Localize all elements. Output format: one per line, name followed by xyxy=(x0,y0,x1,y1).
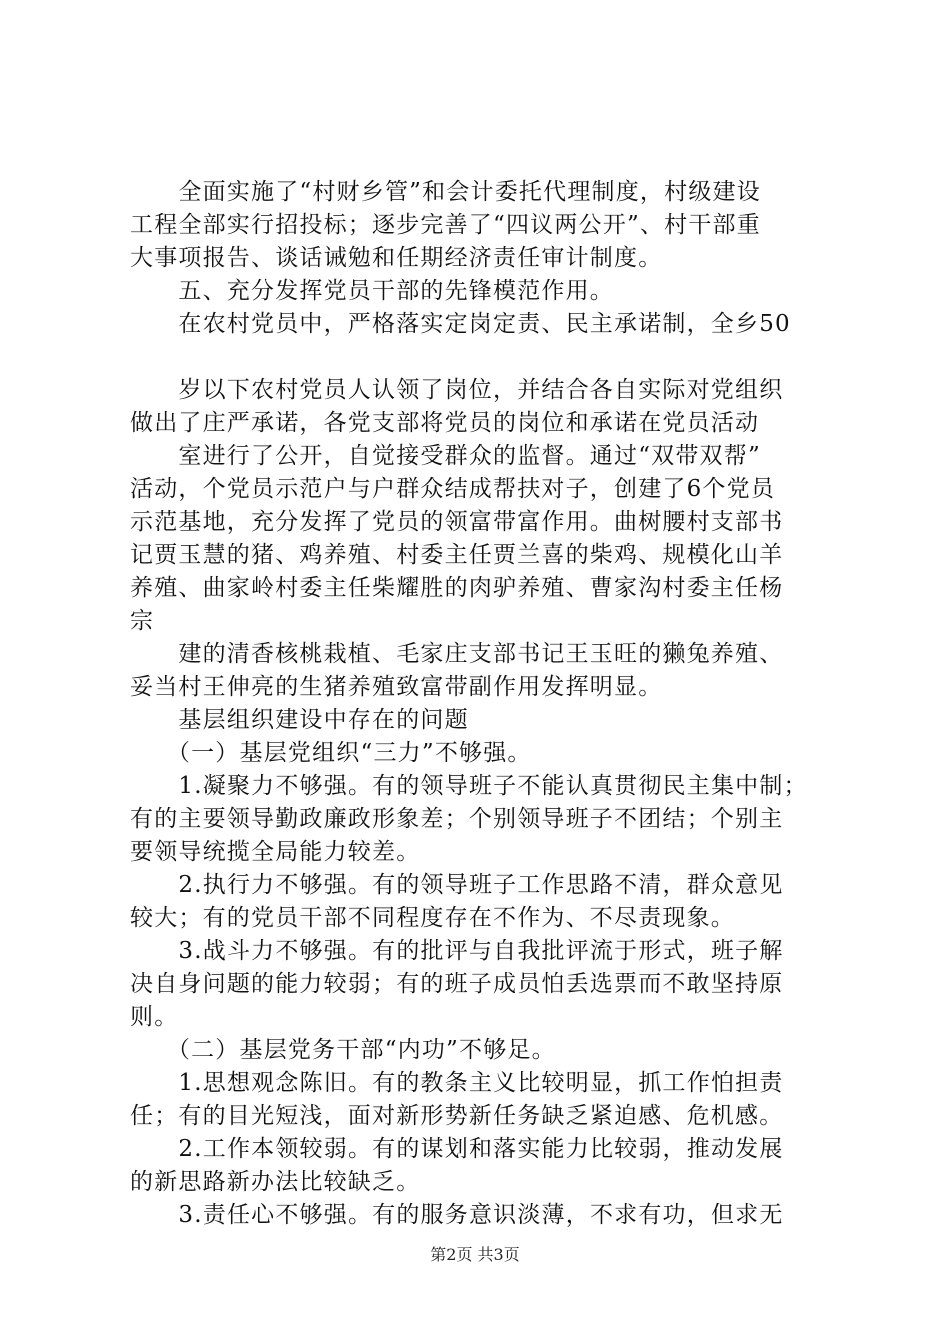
paragraph-line: 3.责任心不够强。有的服务意识淡薄，不求有功，但求无 xyxy=(130,1202,784,1228)
paragraph-line: 要领导统揽全局能力较差。 xyxy=(130,839,421,865)
paragraph-line: 1.凝聚力不够强。有的领导班子不能认真贯彻民主集中制； xyxy=(130,773,808,799)
paragraph-line: 任；有的目光短浅，面对新形势新任务缺乏紧迫感、危机感。 xyxy=(130,1103,784,1129)
section-heading: 五、充分发挥党员干部的先锋模范作用。 xyxy=(130,278,614,304)
paragraph-line: 妥当村王伸亮的生猪养殖致富带副作用发挥明显。 xyxy=(130,674,663,700)
subsection-heading: （一）基层党组织“三力”不够强。 xyxy=(130,740,532,766)
paragraph-line: 决自身问题的能力较弱；有的班子成员怕丢选票而不敢坚持原 xyxy=(130,971,784,997)
paragraph-line: 3.战斗力不够强。有的批评与自我批评流于形式，班子解 xyxy=(130,938,784,964)
paragraph-line: 2.执行力不够强。有的领导班子工作思路不清，群众意见 xyxy=(130,872,784,898)
paragraph-line: 室进行了公开，自觉接受群众的监督。通过“双带双帮” xyxy=(130,443,761,469)
paragraph-line: 的新思路新办法比较缺乏。 xyxy=(130,1169,421,1195)
paragraph-line: 建的清香核桃栽植、毛家庄支部书记王玉旺的獭兔养殖、 xyxy=(130,641,784,667)
paragraph-line: 2.工作本领较弱。有的谋划和落实能力比较弱，推动发展 xyxy=(130,1136,784,1162)
page-footer: 第2页 共3页 xyxy=(430,1245,520,1264)
paragraph-line: 1.思想观念陈旧。有的教条主义比较明显，抓工作怕担责 xyxy=(130,1070,784,1096)
paragraph-line: 较大；有的党员干部不同程度存在不作为、不尽责现象。 xyxy=(130,905,735,931)
paragraph-line: 岁以下农村党员人认领了岗位，并结合各自实际对党组织 xyxy=(130,377,784,403)
paragraph-line: 做出了庄严承诺，各党支部将党员的岗位和承诺在党员活动 xyxy=(130,410,760,436)
paragraph-line: 在农村党员中，严格落实定岗定责、民主承诺制，全乡50 xyxy=(130,311,791,337)
paragraph-line: 活动，个党员示范户与户群众结成帮扶对子，创建了6个党员 xyxy=(130,476,776,502)
paragraph-line: 记贾玉慧的猪、鸡养殖、村委主任贾兰喜的柴鸡、规模化山羊 xyxy=(130,542,784,568)
paragraph-line: 全面实施了“村财乡管”和会计委托代理制度，村级建设 xyxy=(130,179,761,205)
section-heading: 基层组织建设中存在的问题 xyxy=(130,707,469,733)
paragraph-line: 示范基地，充分发挥了党员的领富带富作用。曲树腰村支部书 xyxy=(130,509,784,535)
paragraph-line: 宗 xyxy=(130,608,155,634)
paragraph-line: 大事项报告、谈话诫勉和任期经济责任审计制度。 xyxy=(130,245,663,271)
subsection-heading: （二）基层党务干部“内功”不够足。 xyxy=(130,1037,556,1063)
paragraph-line: 工程全部实行招投标；逐步完善了“四议两公开”、村干部重 xyxy=(130,212,761,238)
paragraph-line: 则。 xyxy=(130,1004,179,1030)
paragraph-line: 有的主要领导勤政廉政形象差；个别领导班子不团结；个别主 xyxy=(130,806,784,832)
paragraph-line: 养殖、曲家岭村委主任柴耀胜的肉驴养殖、曹家沟村委主任杨 xyxy=(130,575,784,601)
